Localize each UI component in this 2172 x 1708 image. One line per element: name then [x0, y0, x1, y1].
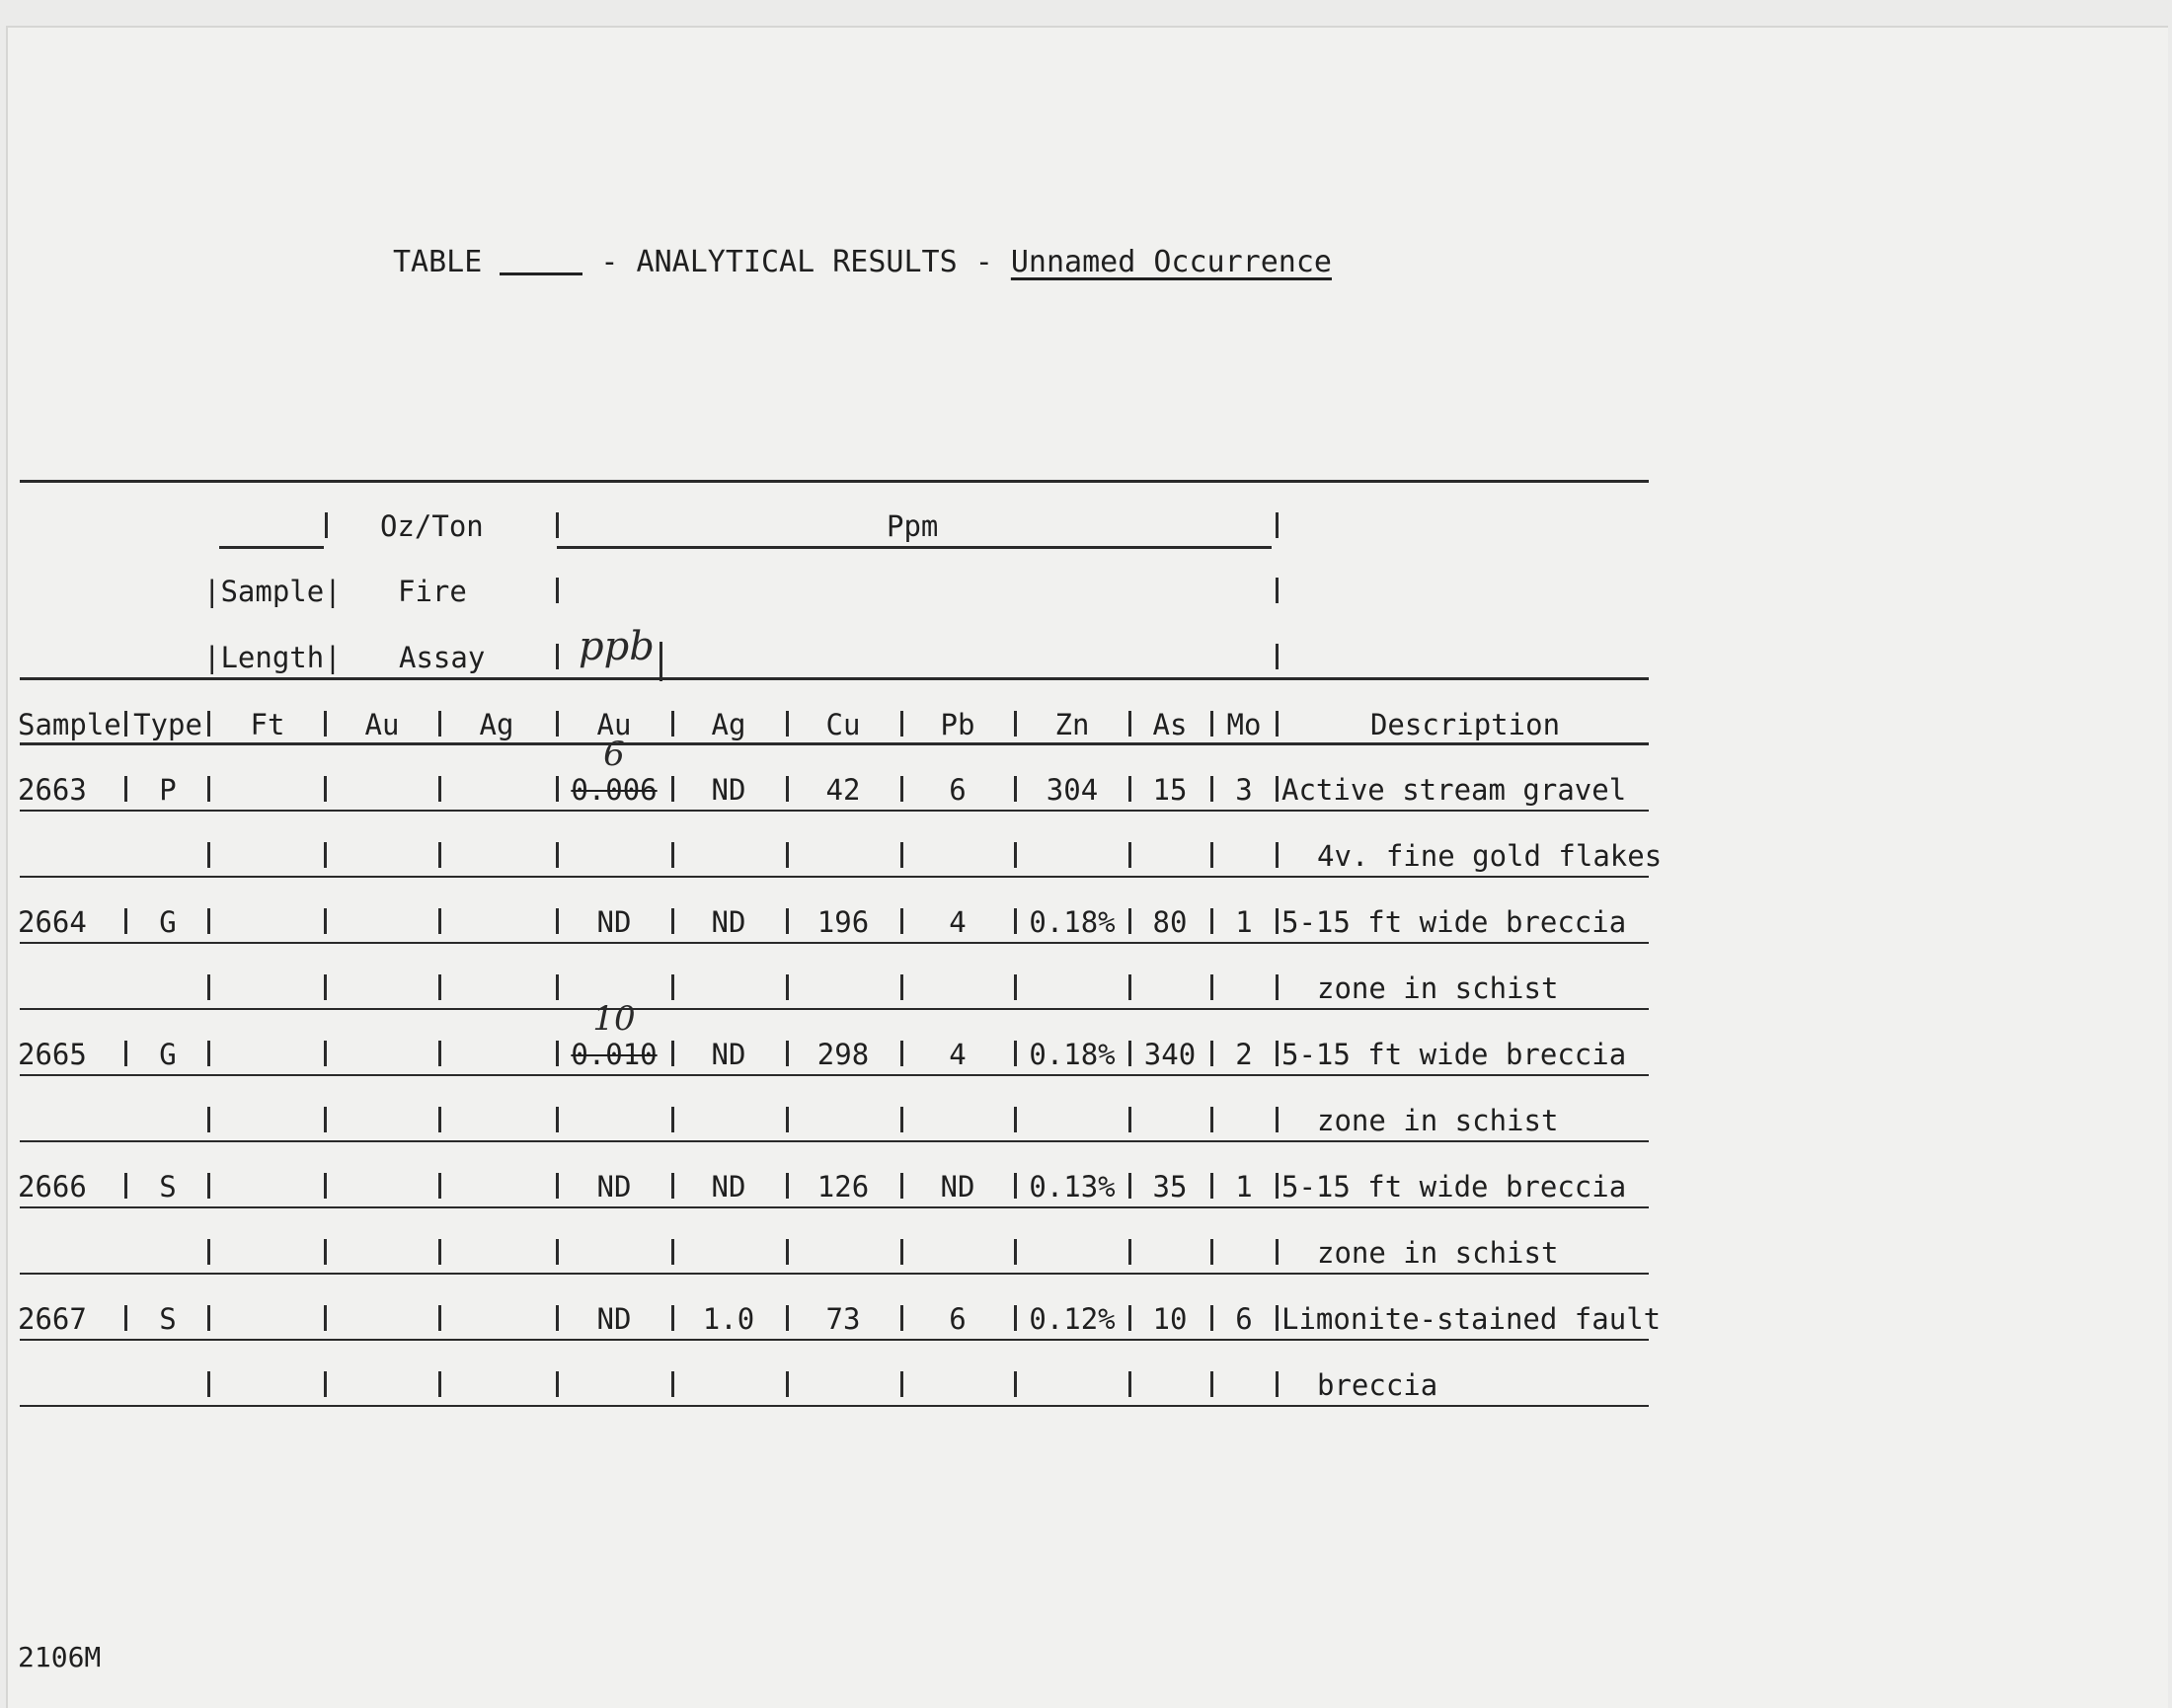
- table-top-rule: [20, 480, 1649, 483]
- cell-as: 15: [1152, 773, 1188, 807]
- column-divider: [671, 711, 674, 737]
- column-divider: [1014, 908, 1017, 934]
- row-rule: [20, 1008, 1649, 1010]
- column-header-ag: Ag: [479, 708, 514, 741]
- cell-ag: ND: [711, 905, 746, 939]
- cell-pb: 6: [949, 1302, 967, 1336]
- cell-desc: Limonite-stained fault: [1281, 1302, 1662, 1336]
- column-divider: [1210, 974, 1213, 1000]
- cell-ag: 1.0: [702, 1302, 755, 1336]
- column-divider: [207, 842, 210, 868]
- header-divider: [325, 512, 328, 538]
- column-divider: [1128, 711, 1131, 737]
- column-divider: [438, 1305, 441, 1331]
- column-divider: [1276, 711, 1279, 737]
- column-divider: [124, 1041, 127, 1066]
- table-number-blank: [500, 272, 582, 275]
- header-assay: Assay: [399, 641, 486, 674]
- column-header-ag: Ag: [711, 708, 746, 741]
- column-divider: [207, 1371, 210, 1397]
- row-rule: [20, 1206, 1649, 1208]
- column-divider: [900, 908, 903, 934]
- column-divider: [438, 974, 441, 1000]
- column-divider: [671, 1239, 674, 1265]
- column-divider: [438, 711, 441, 737]
- cell-ag: ND: [711, 1170, 746, 1203]
- column-divider: [556, 1107, 559, 1132]
- column-divider: [1128, 1173, 1131, 1199]
- column-divider: [1276, 1239, 1279, 1265]
- cell-type: P: [159, 773, 177, 807]
- cell-zn: 0.18%: [1029, 1038, 1116, 1071]
- column-divider: [124, 908, 127, 934]
- column-divider: [438, 1107, 441, 1132]
- column-divider: [556, 1173, 559, 1199]
- column-divider: [1276, 1041, 1279, 1066]
- column-divider: [207, 1107, 210, 1132]
- handwritten-ppb-bar: [659, 642, 662, 681]
- header-length: |Length|: [203, 641, 342, 674]
- column-header-zn: Zn: [1054, 708, 1090, 741]
- column-divider: [1014, 1371, 1017, 1397]
- column-divider: [556, 974, 559, 1000]
- column-divider: [671, 1041, 674, 1066]
- cell-as: 80: [1152, 905, 1188, 939]
- cell-ag: ND: [711, 773, 746, 807]
- column-divider: [900, 776, 903, 802]
- cell-as: 35: [1152, 1170, 1188, 1203]
- header-ppm: Ppm: [887, 509, 939, 543]
- cell-type: S: [159, 1170, 177, 1203]
- column-divider: [556, 1041, 559, 1066]
- cell-pb: ND: [940, 1170, 975, 1203]
- column-divider: [900, 1107, 903, 1132]
- column-divider: [1276, 842, 1279, 868]
- cell-zn: 0.18%: [1029, 905, 1116, 939]
- column-divider: [324, 1305, 327, 1331]
- cell-au: ND: [596, 905, 632, 939]
- cell-pb: 6: [949, 773, 967, 807]
- column-divider: [1210, 1041, 1213, 1066]
- column-divider: [786, 974, 789, 1000]
- column-divider: [1210, 842, 1213, 868]
- cell-desc-continued: zone in schist: [1317, 971, 1559, 1005]
- cell-desc-continued: 4v. fine gold flakes: [1317, 839, 1663, 873]
- row-rule: [20, 810, 1649, 812]
- header-divider: [1276, 512, 1279, 538]
- column-divider: [1276, 1173, 1279, 1199]
- column-divider: [1210, 1239, 1213, 1265]
- row-rule: [20, 1074, 1649, 1076]
- handwritten-au-correction: 6: [603, 735, 625, 774]
- column-divider: [438, 776, 441, 802]
- column-divider: [1210, 776, 1213, 802]
- cell-mo: 1: [1235, 905, 1253, 939]
- column-header-type: Type: [133, 708, 202, 741]
- cell-cu: 73: [825, 1302, 861, 1336]
- column-divider: [1014, 842, 1017, 868]
- column-divider: [671, 1371, 674, 1397]
- row-rule: [20, 1273, 1649, 1275]
- cell-ag: ND: [711, 1038, 746, 1071]
- column-divider: [324, 776, 327, 802]
- column-divider: [1128, 1041, 1131, 1066]
- column-divider: [1014, 1041, 1017, 1066]
- cell-sample: 2667: [18, 1302, 87, 1336]
- column-header-au: Au: [364, 708, 400, 741]
- column-divider: [438, 1173, 441, 1199]
- column-divider: [1128, 974, 1131, 1000]
- column-header-pb: Pb: [940, 708, 975, 741]
- column-divider: [207, 974, 210, 1000]
- cell-desc: Active stream gravel: [1281, 773, 1627, 807]
- row-rule: [20, 1140, 1649, 1142]
- column-divider: [786, 842, 789, 868]
- cell-au: ND: [596, 1170, 632, 1203]
- column-divider: [1276, 1107, 1279, 1132]
- column-divider: [1128, 1305, 1131, 1331]
- column-divider: [1014, 1173, 1017, 1199]
- column-header-ft: Ft: [250, 708, 285, 741]
- column-divider: [786, 1371, 789, 1397]
- header-oz-ton: Oz/Ton: [380, 509, 484, 543]
- header-divider: [556, 578, 559, 603]
- cell-desc: 5-15 ft wide breccia: [1281, 1038, 1627, 1071]
- header-divider: [1276, 578, 1279, 603]
- header-rule-ppm: [557, 546, 1272, 549]
- column-divider: [1128, 908, 1131, 934]
- cell-mo: 6: [1235, 1302, 1253, 1336]
- title-subject: Unnamed Occurrence: [1010, 245, 1332, 279]
- column-divider: [207, 1041, 210, 1066]
- column-divider: [324, 1041, 327, 1066]
- column-divider: [438, 842, 441, 868]
- column-divider: [671, 1173, 674, 1199]
- table-title: [393, 245, 1332, 279]
- column-divider: [786, 908, 789, 934]
- column-divider: [1210, 711, 1213, 737]
- cell-as: 10: [1152, 1302, 1188, 1336]
- column-divider: [1210, 1107, 1213, 1132]
- column-divider: [1210, 908, 1213, 934]
- row-rule: [20, 1405, 1649, 1407]
- cell-as: 340: [1143, 1038, 1197, 1071]
- cell-zn: 0.13%: [1029, 1170, 1116, 1203]
- column-header-as: As: [1152, 708, 1188, 741]
- column-divider: [1014, 974, 1017, 1000]
- column-divider: [1128, 842, 1131, 868]
- cell-mo: 1: [1235, 1170, 1253, 1203]
- cell-sample: 2665: [18, 1038, 87, 1071]
- column-divider: [786, 1305, 789, 1331]
- column-divider: [556, 1371, 559, 1397]
- header-divider: [556, 512, 559, 538]
- cell-cu: 42: [825, 773, 861, 807]
- cell-type: S: [159, 1302, 177, 1336]
- cell-desc-continued: zone in schist: [1317, 1236, 1559, 1270]
- column-divider: [324, 1371, 327, 1397]
- column-divider: [671, 974, 674, 1000]
- handwritten-au-correction: 10: [592, 999, 636, 1039]
- column-divider: [207, 1239, 210, 1265]
- column-divider: [1276, 908, 1279, 934]
- column-divider: [1128, 776, 1131, 802]
- column-divider: [556, 776, 559, 802]
- column-divider: [556, 842, 559, 868]
- column-divider: [1128, 1107, 1131, 1132]
- cell-desc: 5-15 ft wide breccia: [1281, 905, 1627, 939]
- column-divider: [1014, 776, 1017, 802]
- handwritten-ppb-note: ppb: [579, 624, 655, 669]
- cell-zn: 0.12%: [1029, 1302, 1116, 1336]
- row-rule: [20, 1339, 1649, 1341]
- cell-desc-continued: breccia: [1317, 1368, 1438, 1402]
- column-divider: [900, 1371, 903, 1397]
- column-divider: [1014, 711, 1017, 737]
- column-divider: [438, 1239, 441, 1265]
- column-divider: [324, 974, 327, 1000]
- column-divider: [671, 1305, 674, 1331]
- column-header-cu: Cu: [825, 708, 861, 741]
- row-rule: [20, 942, 1649, 944]
- cell-cu: 126: [816, 1170, 870, 1203]
- column-divider: [900, 1239, 903, 1265]
- column-divider: [1014, 1239, 1017, 1265]
- column-divider: [438, 1041, 441, 1066]
- column-divider: [556, 1239, 559, 1265]
- column-divider: [786, 1107, 789, 1132]
- cell-pb: 4: [949, 905, 967, 939]
- cell-zn: 304: [1046, 773, 1099, 807]
- row-rule: [20, 876, 1649, 878]
- cell-type: G: [159, 1038, 177, 1071]
- column-divider: [786, 1173, 789, 1199]
- column-divider: [324, 908, 327, 934]
- column-divider: [207, 711, 210, 737]
- column-divider: [1128, 1239, 1131, 1265]
- column-divider: [671, 1107, 674, 1132]
- column-divider: [1014, 1305, 1017, 1331]
- column-header-top-rule: [20, 677, 1649, 680]
- column-divider: [671, 842, 674, 868]
- column-divider: [1276, 974, 1279, 1000]
- column-divider: [207, 908, 210, 934]
- column-divider: [124, 776, 127, 802]
- column-header-au: Au: [596, 708, 632, 741]
- cell-cu: 196: [816, 905, 870, 939]
- column-header-mo: Mo: [1226, 708, 1262, 741]
- column-divider: [207, 1305, 210, 1331]
- column-header-sample: Sample: [18, 708, 121, 741]
- column-divider: [438, 1371, 441, 1397]
- column-divider: [900, 711, 903, 737]
- column-divider: [556, 908, 559, 934]
- column-header-description: Description: [1369, 708, 1561, 741]
- column-divider: [324, 1239, 327, 1265]
- column-divider: [786, 1041, 789, 1066]
- column-divider: [207, 776, 210, 802]
- title-prefix: TABLE: [393, 245, 483, 279]
- cell-type: G: [159, 905, 177, 939]
- cell-au: ND: [596, 1302, 632, 1336]
- column-divider: [556, 1305, 559, 1331]
- column-divider: [900, 974, 903, 1000]
- header-divider: [1276, 644, 1279, 669]
- column-divider: [1210, 1371, 1213, 1397]
- cell-pb: 4: [949, 1038, 967, 1071]
- column-divider: [671, 908, 674, 934]
- header-divider: [556, 644, 559, 669]
- title-middle: - ANALYTICAL RESULTS -: [582, 245, 1011, 279]
- header-sample: |Sample|: [203, 575, 342, 608]
- cell-desc-continued: zone in schist: [1317, 1104, 1559, 1137]
- column-divider: [1014, 1107, 1017, 1132]
- cell-sample: 2664: [18, 905, 87, 939]
- column-divider: [1210, 1305, 1213, 1331]
- column-divider: [324, 1107, 327, 1132]
- column-divider: [207, 1173, 210, 1199]
- column-divider: [1276, 1371, 1279, 1397]
- column-divider: [124, 1173, 127, 1199]
- column-divider: [900, 1173, 903, 1199]
- cell-au: 0.010: [571, 1038, 658, 1071]
- column-divider: [1210, 1173, 1213, 1199]
- column-divider: [556, 711, 559, 737]
- cell-au: 0.006: [571, 773, 658, 807]
- column-divider: [900, 1305, 903, 1331]
- header-rule-sample: [219, 546, 324, 549]
- column-divider: [324, 1173, 327, 1199]
- column-divider: [786, 711, 789, 737]
- column-divider: [124, 711, 127, 737]
- column-divider: [324, 711, 327, 737]
- column-divider: [124, 1305, 127, 1331]
- column-divider: [900, 842, 903, 868]
- column-divider: [671, 776, 674, 802]
- cell-mo: 2: [1235, 1038, 1253, 1071]
- footer-code: 2106M: [18, 1641, 102, 1673]
- column-divider: [786, 1239, 789, 1265]
- column-header-bottom-rule: [20, 742, 1649, 745]
- column-divider: [900, 1041, 903, 1066]
- column-divider: [324, 842, 327, 868]
- column-divider: [1276, 776, 1279, 802]
- column-divider: [1276, 1305, 1279, 1331]
- cell-sample: 2666: [18, 1170, 87, 1203]
- column-divider: [438, 908, 441, 934]
- cell-cu: 298: [816, 1038, 870, 1071]
- cell-mo: 3: [1235, 773, 1253, 807]
- cell-desc: 5-15 ft wide breccia: [1281, 1170, 1627, 1203]
- column-divider: [1128, 1371, 1131, 1397]
- header-fire: Fire: [398, 575, 467, 608]
- cell-sample: 2663: [18, 773, 87, 807]
- column-divider: [786, 776, 789, 802]
